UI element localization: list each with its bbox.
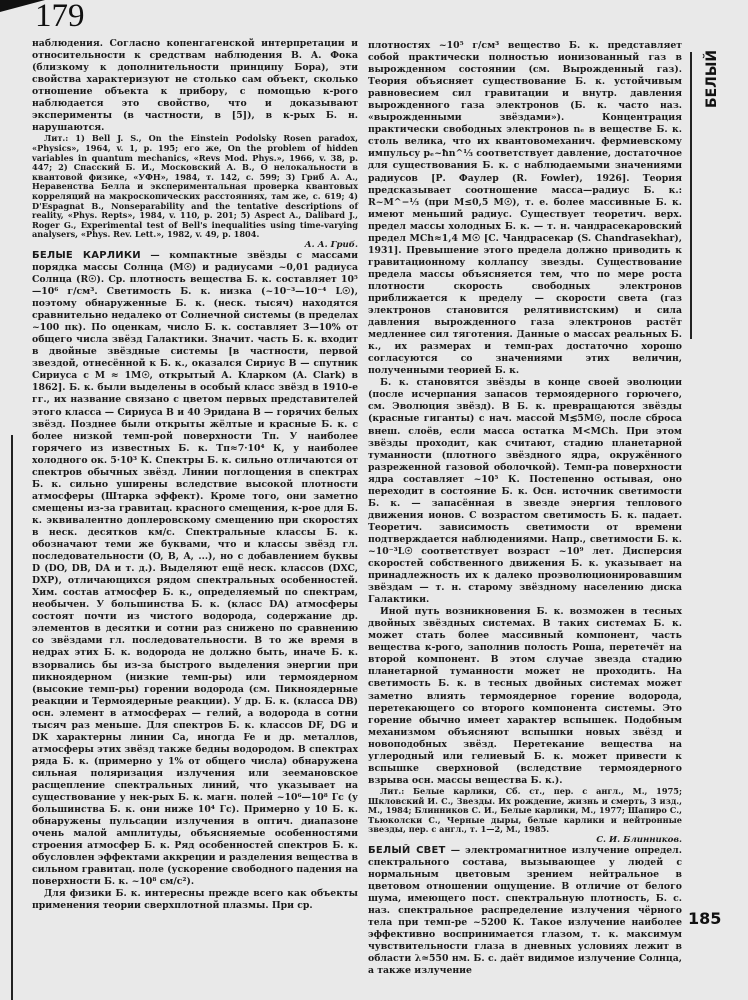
white-dwarfs-headword: БЕЛЫЕ КАРЛИКИ bbox=[32, 249, 141, 261]
left-column bbox=[32, 38, 358, 912]
white-dwarfs-author: С. И. Блинников. bbox=[596, 834, 682, 845]
white-dwarfs-paragraph-1: — компактные звёзды с массами порядка массы Солнца (M☉) и радиусами ~0,01 радиуса Солнца (R☉). Ср. плотность вещества Б. к. составляет 10⁵—10⁶ г/см³. Светимость Б. к. низка (~10⁻³—10⁻⁴ L☉), поэтому обнаруженные Б. к. (неск. тысяч) находятся сравнительно недалеко от Солнечной системы (в пределах ~100 пк). По оценкам, число Б. к. составляет 3—10% от общего числа звёзд Галактики. Значит. часть Б. к. входит в двойные звёздные системы [в частности, первой звездой, отнесённой к Б. к., оказался Сириус B — спутник Сириуса с M ≈ 1M☉, открытый А. Кларком (A. Clark) в 1862]. Б. к. были выделены в особый класс звёзд в 1910-е гг., их название связано с цветом первых представителей этого класса — Сириуса B и 40 Эридана B — горячих белых звёзд. Позднее были открыты жёлтые и красные Б. к. с более низкой темп-рой поверхности Tп. У наиболее горячего из известных Б. к. Tп≈7·10⁴ К, у наиболее холодного ок. 5·10³ К. Спектры Б. к. сильно отличаются от спектров обычных звёзд. Линии поглощения в спектрах Б. к. сильно уширены вследствие высокой плотности атмосферы (Штарка эффект). Кроме того, они заметно смещены из-за гравитац. красного смещения, к-рое для Б. к. эквивалентно доплеровскому смещению при скоростях в неск. десятков км/с. Спектральные классы Б. к. обозначают теми же буквами, что и классы звёзд гл. последовательности (O, B, A, ...), но с добавлением буквы D (DO, DB, DA и т. д.). Выделяют ещё неск. классов (DXC, DXP), отличающихся рядом спектральных особенностей. Хим. состав атмосфер Б. к., определяемый по спектрам, необычен. У большинства Б. к. (класс DA) атмосферы состоят почти из чистого водорода, содержание др. элементов в десятки и сотни раз снижено по сравнению со звёздами гл. последовательности. В то же время в недрах этих Б. к. водорода не должно быть, иначе Б. к. взорвались бы из-за быстрого выделения энергии при пикноядерном (низкие темп-ры) или термоядерном (высокие темп-ры) горении водорода (см. Пикноядерные реакции и Термоядерные реакции). У др. Б. к. (класса DB) осн. элемент в атмосферах — гелий, а водорода в сотни тысяч раз меньше. Для спектров Б. к. классов DF, DG и DK характерны линии Ca, иногда Fe и др. металлов, атмосферы этих звёзд также бедны водородом. В спектрах ряда Б. к. (примерно у 1% от общего числа) обнаружена сильная поляризация излучения или зеемановское расщепление спектральных линий, что указывает на существование у нек-рых Б. к. магн. полей ~10⁶—10⁸ Гс (у большинства Б. к. они ниже 10⁴ Гс). Примерно у 10 Б. к. обнаружены пульсации излучения в оптич. диапазоне очень малой амплитуды, объясняемые особенностями строения атмосфер Б. к. Ряд особенностей спектров Б. к. обусловлен эффектами аккреции и разделения вещества в сильном гравитац. поле (ускорение свободного падения на поверхности Б. к. ~10⁸ см/с²). bbox=[32, 249, 358, 888]
white-dwarfs-literature: Лит.: Белые карлики, Сб. ст., пер. с англ., М., 1975; Шкловский И. С., Звезды. Их рождение, жизнь и смерть, 3 изд., М., 1984; Блинников С. И., Белые карлики, М., 1977; Шапиро С., Тьюколски С., Черные дыры, белые карлики и нейтронные звезды, пер. с англ., т. 1—2, М., 1985. bbox=[368, 785, 682, 835]
white-light-entry bbox=[368, 845, 682, 978]
left-margin-rule bbox=[11, 435, 13, 1000]
book-page-number: 185 bbox=[688, 909, 722, 928]
white-dwarfs-entry bbox=[32, 250, 358, 888]
running-head bbox=[700, 49, 724, 109]
scan-page-number: 179 bbox=[35, 0, 85, 34]
running-head-rule bbox=[690, 52, 692, 339]
running-head-text: БЕЛЫЙ bbox=[704, 49, 720, 109]
white-dwarfs-paragraph-4: Иной путь возникновения Б. к. возможен в тесных двойных звёздных системах. В таких системах Б. к. может стать более массивный компонент, часть вещества к-рого, заполнив полость Роша, перетечёт на второй компонент. В этом случае звезда стадию планетарной туманности может не проходить. На светимость Б. к. в тесных двойных системах может заметно влиять термоядерное горение водорода, перетекающего со второго компонента системы. Это горение обычно имеет характер вспышек. Подобным механизмом объясняют вспышки новых звёзд и новоподобных звёзд. Перетекание вещества на углеродный или гелиевый Б. к. может привести к вспышке сверхновой (вследствие термоядерного взрыва осн. массы вещества Б. к.). bbox=[368, 606, 682, 786]
bell-author: А. А. Гриб. bbox=[304, 239, 358, 250]
white-light-paragraph-1: — электромагнитное излучение определ. спектрального состава, вызывающее у людей с нормальным цветовым зрением нейтральное в цветовом отношении ощущение. В отличие от белого шума, имеющего пост. спектральную плотность, Б. с. наз. спектральное распределение излучения чёрного тела при темп-ре ~5200 К. Такое излучение наиболее эффективно воспринимается глазом, т. к. максимум чувствительности глаза в дневных условиях лежит в области λ≃550 нм. Б. с. даёт видимое излучение Солнца, а также излучение bbox=[368, 844, 682, 977]
white-dwarfs-paragraph-3: Б. к. становятся звёзды в конце своей эволюции (после исчерпания запасов термоядерного горючего, см. Эволюция звёзд). В Б. к. превращаются звёзды (красные гиганты) с нач. массой M≲5M☉, после сброса внеш. слоёв, если масса остатка M<MCh. При этом звёзды проходит, как считают, стадию планетарной туманности (плотного звёздного ядра, окружённого разреженной газовой оболочкой). Темп-ра поверхности ядра составляет ~10⁵ К. Постепенно остывая, оно переходит в состояние Б. к. Осн. источник светимости Б. к. — запасённая в звезде энергия теплового движения ионов. С возрастом светимость Б. к. падает. Теоретич. зависимость светимости от времени подтверждается наблюдениями. Напр., светимости Б. к. ~10⁻³L☉ соответствует возраст ~10⁹ лет. Дисперсия скоростей собственного движения Б. к. указывает на принадлежность их к далеко проэволюционировавшим звёздам — т. н. старому звёздному населению диска Галактики. bbox=[368, 377, 682, 606]
bell-inequalities-continuation: наблюдения. Согласно копенгагенской интерпретации и относительности к средствам наблюдения В. А. Фока (близкому к дополнительности принципу Бора), эти свойства характеризуют не столько сам объект, сколько отношение объекта к прибору, с помощью к-рого наблюдается это свойство, что и доказывают эксперименты (в частности, в [5]), в к-рых Б. н. нарушаются. bbox=[32, 38, 358, 134]
white-dwarfs-paragraph-2-continuation: плотностях ~10⁵ г/см³ вещество Б. к. представляет собой практически полностью ионизованный газ в вырожденном состоянии (см. Вырожденный газ). Теория объясняет существование Б. к. устойчивым равновесием сил гравитации и внутр. давления вырожденного газа электронов (Б. к. часто наз. «вырожденными звёздами»). Концентрация практически свободных электронов nₑ в веществе Б. к. столь велика, что их квантовомеханич. фермиевскому импульсу pₑ~ħn^⅓ соответствует давление, достаточное для существования Б. к. с наблюдаемыми значениями радиусов [Р. Фаулер (R. Fowler), 1926]. Теория предсказывает соотношение масса—радиус Б. к.: R~M^−⅓ (при M≤0,5 M☉), т. е. более массивные Б. к. имеют меньший радиус. Существует теоретич. верх. предел массы холодных Б. к. — т. н. чандрасекаровский предел MCh≈1,4 M☉ [С. Чандрасекар (S. Chandrasekhar), 1931]. Превышение этого предела должно приводить к гравитационному коллапсу звезды. Существование предела массы объясняется тем, что по мере роста плотности скорость свободных электронов приближается к пределу — скорости света (газ электронов становится релятивистским) и сила давления вырожденного газа электронов растёт медленнее сил тяготения. Данные о массах реальных Б. к., их размерах и темп-рах достаточно хорошо согласуются со значениями этих величин, полученными теорией Б. к. bbox=[368, 40, 682, 377]
white-dwarfs-paragraph-2: Для физики Б. к. интересны прежде всего как объекты применения теории сверхплотной плазмы. При ср. bbox=[32, 888, 358, 912]
bell-literature: Лит.: 1) Bell J. S., On the Einstein Podolsky Rosen paradox, «Physics», 1964, v. 1, p. 195; его же, On the problem of hidden variables in quantum mechanics, «Revs Mod. Phys.», 1966, v. 38, p. 447; 2) Спасский Б. И., Московский А. В., О нелокальности в квантовой физике, «УФН», 1984, т. 142, с. 599; 3) Гриб А. А., Неравенства Белла и экспериментальная проверка квантовых корреляций на макроскопических расстояниях, там же, с. 619; 4) D'Espagnat B., Nonseparability and the tentative descriptions of reality, «Phys. Repts», 1984, v. 110, p. 201; 5) Aspect A., Dalibard J., Roger G., Experimental test of Bell's inequalities using time-varying analysers, «Phys. Rev. Lett.», 1982, v. 49, p. 1804. bbox=[32, 133, 358, 240]
right-column bbox=[368, 40, 682, 977]
white-light-headword: БЕЛЫЙ СВЕТ bbox=[368, 844, 446, 856]
